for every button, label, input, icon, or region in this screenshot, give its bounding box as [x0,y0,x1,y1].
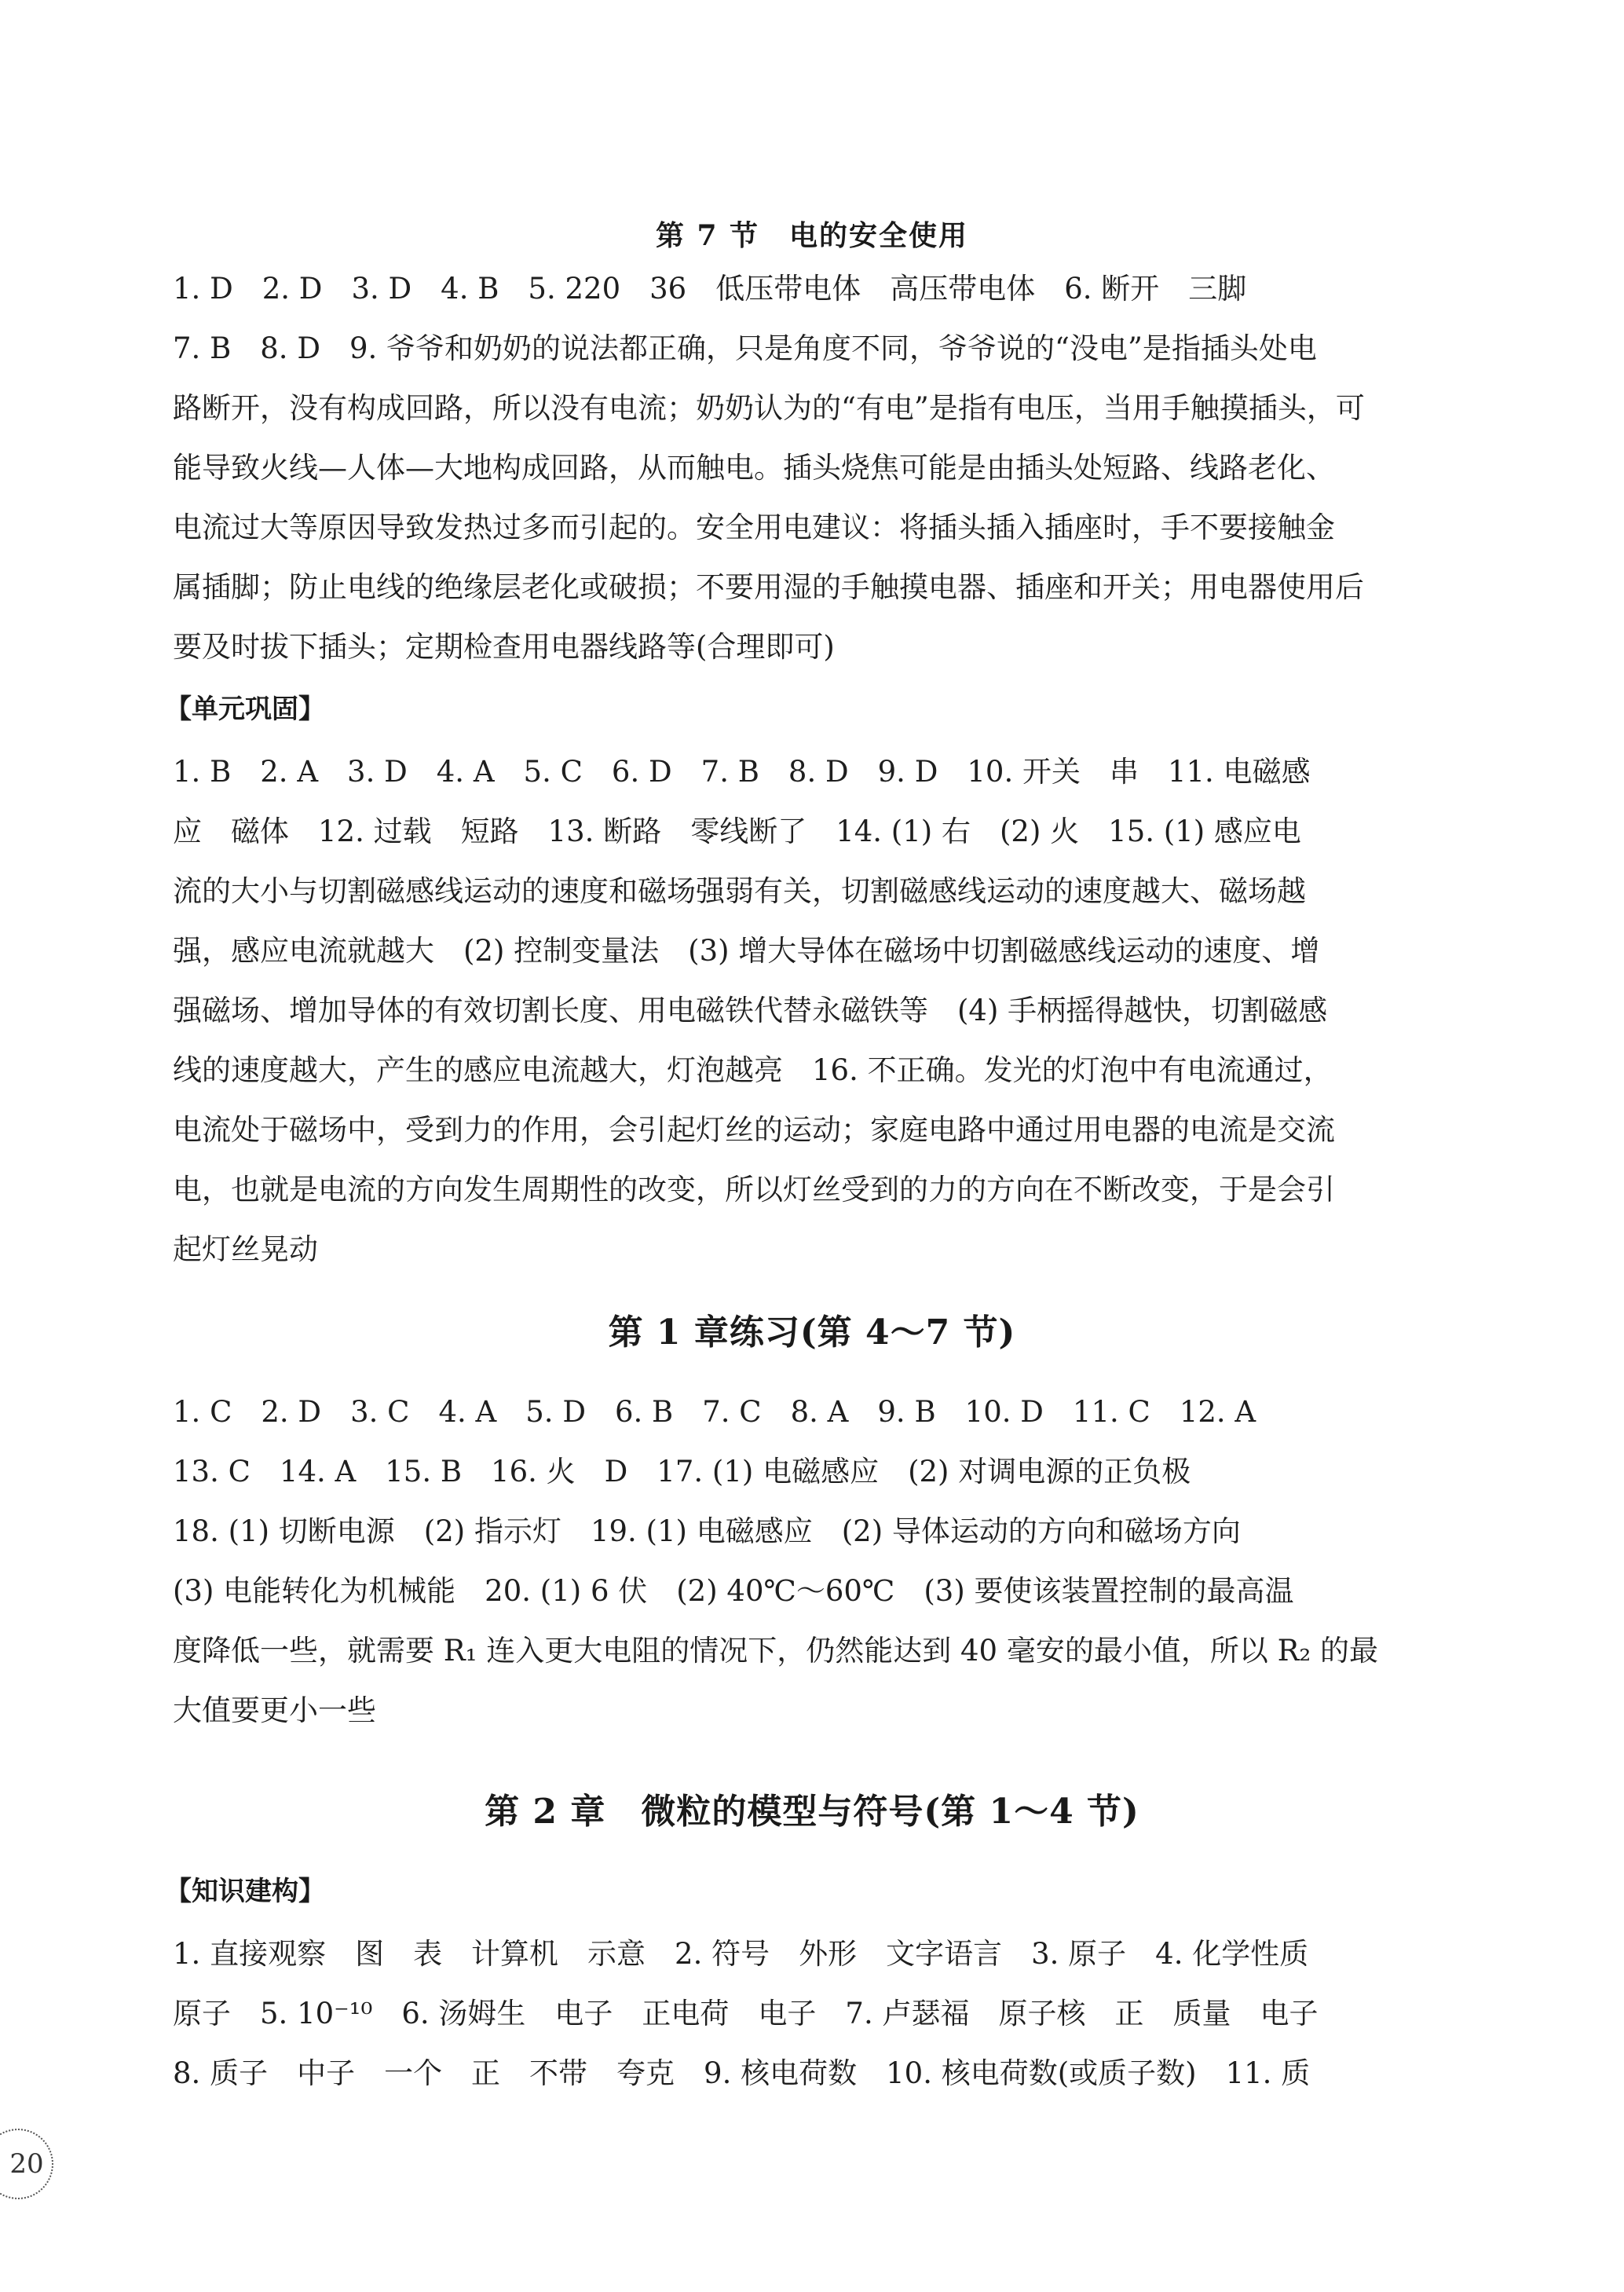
answer-line: 流的大小与切割磁感线运动的速度和磁场强弱有关，切割磁感线运动的速度越大、磁场越 [173,874,1306,908]
page-number-text: 20 [9,2148,44,2180]
answer-line: 8. 质子 中子 一个 正 不带 夸克 9. 核电荷数 10. 核电荷数(或质子数) 11. 质 [173,2056,1311,2090]
answer-line: 原子 5. 10⁻¹⁰ 6. 汤姆生 电子 正电荷 电子 7. 卢瑟福 原子核 正 质量 电子 [173,1997,1319,2030]
section-7-answers [173,259,1454,677]
answer-line: 属插脚；防止电线的绝缘层老化或破损；不要用湿的手触摸电器、插座和开关；用电器使用后 [173,570,1364,604]
answer-line: 电，也就是电流的方向发生周期性的改变，所以灯丝受到的力的方向在不断改变，于是会引 [173,1173,1335,1206]
answer-line: 1. B 2. A 3. D 4. A 5. C 6. D 7. B 8. D 9. D 10. 开关 串 11. 电磁感 [173,755,1311,789]
answer-line: 大值要更小一些 [173,1693,376,1727]
answer-line: 度降低一些，就需要 R₁ 连入更大电阻的情况下，仍然能达到 40 毫安的最小值，所以 R₂ 的最 [173,1634,1379,1668]
answer-line: 强，感应电流就越大 (2) 控制变量法 (3) 增大导体在磁场中切割磁感线运动的速度、增 [173,934,1320,968]
knowledge-building-heading: 【知识建构】 [165,1876,325,1907]
answer-line: 1. C 2. D 3. C 4. A 5. D 6. B 7. C 8. A 9. B 10. D 11. C 12. A [173,1395,1256,1429]
unit-review-answers [173,742,1454,1280]
answer-line: 要及时拔下插头；定期检查用电器线路等(合理即可) [173,630,835,664]
knowledge-building-answers [173,1924,1454,2103]
answer-line: 18. (1) 切断电源 (2) 指示灯 19. (1) 电磁感应 (2) 导体运动的方向和磁场方向 [173,1514,1241,1548]
answer-line: 应 磁体 12. 过载 短路 13. 断路 零线断了 14. (1) 右 (2) 火 15. (1) 感应电 [173,815,1301,848]
answer-line: 线的速度越大，产生的感应电流越大，灯泡越亮 16. 不正确。发光的灯泡中有电流通过， [173,1053,1333,1087]
answer-line: 强磁场、增加导体的有效切割长度、用电磁铁代替永磁铁等 (4) 手柄摇得越快，切割磁感 [173,994,1328,1027]
answer-line: 电流过大等原因导致发热过多而引起的。安全用电建议：将插头插入插座时，手不要接触金 [173,511,1335,544]
answer-line: 1. D 2. D 3. D 4. B 5. 220 36 低压带电体 高压带电体 6. 断开 三脚 [173,272,1247,306]
answer-line: 起灯丝晃动 [173,1232,318,1266]
section-7-title: 第 7 节 电的安全使用 [655,219,969,252]
unit-review-heading: 【单元巩固】 [165,694,325,725]
chapter-1-practice-answers [173,1382,1454,1741]
answer-line: (3) 电能转化为机械能 20. (1) 6 伏 (2) 40℃～60℃ (3) 要使该装置控制的最高温 [173,1574,1294,1608]
chapter-1-practice-title: 第 1 章练习(第 4～7 节) [608,1313,1016,1353]
page-number [0,2129,53,2199]
answer-line: 能导致火线—人体—大地构成回路，从而触电。插头烧焦可能是由插头处短路、线路老化、 [173,451,1335,485]
answer-line: 1. 直接观察 图 表 计算机 示意 2. 符号 外形 文字语言 3. 原子 4. 化学性质 [173,1937,1309,1971]
answer-line: 路断开，没有构成回路，所以没有电流；奶奶认为的“有电”是指有电压，当用手触摸插头，可 [173,391,1365,425]
answer-line: 电流处于磁场中，受到力的作用，会引起灯丝的运动；家庭电路中通过用电器的电流是交流 [173,1113,1335,1147]
answer-line: 13. C 14. A 15. B 16. 火 D 17. (1) 电磁感应 (2) 对调电源的正负极 [173,1455,1191,1488]
answer-line: 7. B 8. D 9. 爷爷和奶奶的说法都正确，只是角度不同，爷爷说的“没电”是指插头处电 [173,331,1317,365]
chapter-2-title: 第 2 章 微粒的模型与符号(第 1～4 节) [485,1792,1139,1832]
